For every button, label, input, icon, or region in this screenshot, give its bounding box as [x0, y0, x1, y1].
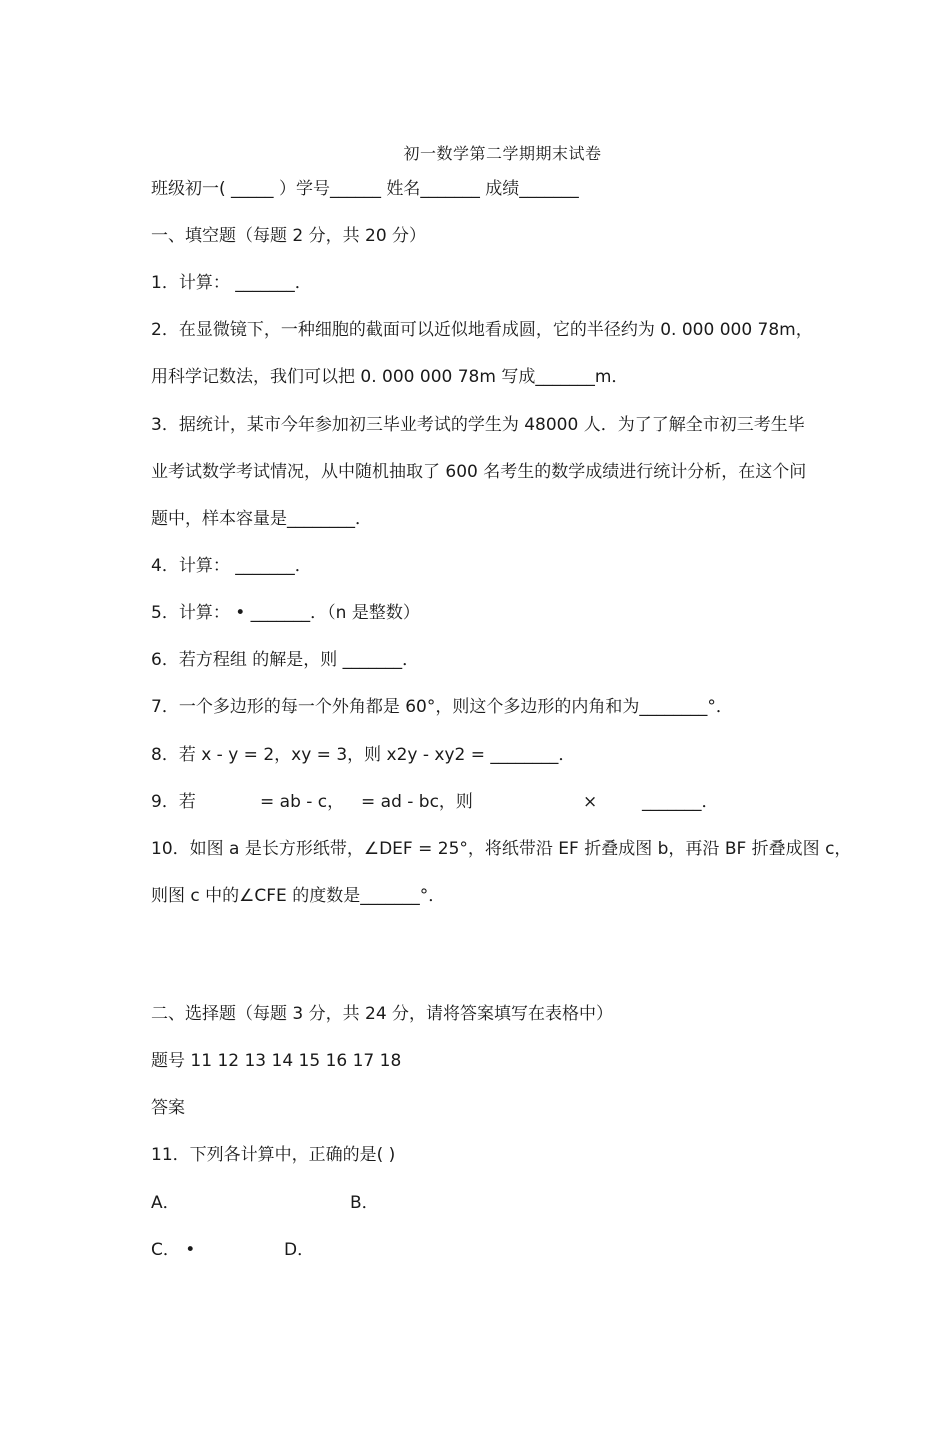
question-11: 11．下列各计算中，正确的是( ) — [151, 1145, 396, 1165]
student-info-line: 班级初一( _____ ）学号______ 姓名_______ 成绩_______ — [151, 179, 579, 199]
question-10-line1: 10．如图 a 是长方形纸带，∠DEF = 25°，将纸带沿 EF 折叠成图 b，再沿 BF 折叠成图 c， — [151, 839, 852, 859]
option-c: C． • — [151, 1240, 196, 1260]
exam-title: 初一数学第二学期期末试卷 — [403, 144, 602, 163]
question-9-lead: 9．若 — [151, 792, 196, 812]
question-2-line2: 用科学记数法，我们可以把 0. 000 000 78m 写成_______m． — [151, 367, 629, 387]
question-7: 7．一个多边形的每一个外角都是 60°，则这个多边形的内角和为________°． — [151, 697, 733, 717]
question-10-line2: 则图 c 中的∠CFE 的度数是_______°． — [151, 886, 446, 906]
question-9-def1: = ab - c， — [260, 792, 345, 812]
question-3-line3: 题中，样本容量是________． — [151, 509, 372, 529]
question-2-line1: 2．在显微镜下，一种细胞的截面可以近似地看成圆，它的半径约为 0. 000 000 78m， — [151, 320, 813, 340]
option-b: B． — [350, 1193, 379, 1213]
question-6: 6．若方程组 的解是，则 _______． — [151, 650, 420, 670]
question-11-options-ab — [151, 1191, 551, 1215]
question-9 — [151, 790, 851, 814]
answer-table-answer-row: 答案 — [151, 1098, 185, 1118]
answer-table-header-row: 题号 11 12 13 14 15 16 17 18 — [151, 1051, 402, 1071]
question-11-options-cd — [151, 1238, 551, 1262]
question-1: 1．计算： _______． — [151, 273, 312, 293]
question-3-line1: 3．据统计，某市今年参加初三毕业考试的学生为 48000 人．为了了解全市初三考生毕 — [151, 415, 805, 435]
question-9-blank: _______． — [642, 792, 719, 812]
question-8: 8．若 x - y = 2，xy = 3，则 x2y - xy2 = ________． — [151, 745, 576, 765]
option-a: A． — [151, 1193, 180, 1213]
question-5: 5．计算： • _______．（n 是整数） — [151, 603, 420, 623]
section2-heading: 二、选择题（每题 3 分，共 24 分，请将答案填写在表格中） — [151, 1004, 614, 1024]
question-9-times: × — [583, 792, 598, 812]
option-d: D． — [284, 1240, 315, 1260]
question-4: 4．计算： _______． — [151, 556, 312, 576]
section1-heading: 一、填空题（每题 2 分，共 20 分） — [151, 226, 427, 246]
question-3-line2: 业考试数学考试情况，从中随机抽取了 600 名考生的数学成绩进行统计分析，在这个问 — [151, 462, 807, 482]
question-9-def2: = ad - bc，则 — [361, 792, 473, 812]
